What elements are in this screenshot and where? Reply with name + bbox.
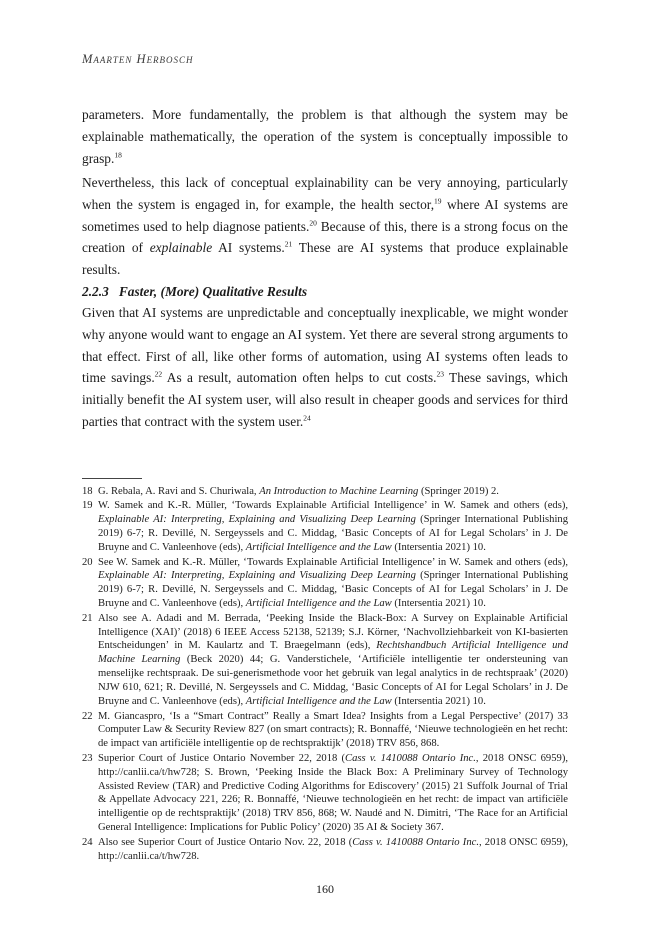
footnote-text-segment: (Beck 2020) 44; G. Vanderstichele, ‘Artificiële intelligentie ter ondersteuning van menselijke rechtspraak. De sui-generismethode voor het gebruik van legal analytics in de rechtspraak’ (2020) NJW 610, 621; R. Devillé, N. Sergeyssels and C. Middag, ‘Basic Concepts of AI for Legal Scholars’ in J. De Bruyne and C. Vanleenhove (eds), (98, 654, 568, 708)
footnote-italic-title: Artificial Intelligence and the Law (245, 598, 392, 610)
footnote-ref-24[interactable]: 24 (303, 413, 311, 423)
footnote-italic-title: Rechtshandbuch Artificial Intelligence und Machine Learning (98, 640, 569, 666)
footnote-text-segment: W. Samek and K.-R. Müller, ‘Towards Explainable Artificial Intelligence’ in W. Samek and others (eds), (98, 500, 568, 512)
footnote-20 (82, 556, 568, 612)
footnote-text-segment: (Springer 2019) 2. (418, 486, 499, 497)
footnote-text (98, 556, 568, 612)
footnote-number: 23 (82, 752, 93, 764)
paragraph-3-text-c: These savings, which initially benefit the AI system user, will also result in cheaper goods and services for third parties that contract with the system user. (82, 370, 568, 429)
footnote-text-segment: (Intersentia 2021) 10. (391, 542, 486, 554)
footnote-text-segment: (Springer International Publishing 2019) 6-7; R. Devillé, N. Sergeyssels and C. Middag, ‘Basic Concepts of AI for Legal Scholars’ in J. De Bruyne and C. Vanleenhove (eds), (98, 570, 568, 610)
footnote-number: 18 (82, 486, 93, 497)
paragraph-2-text-b: where AI systems are sometimes used to help diagnose patients. (82, 196, 568, 234)
footnote-number: 22 (82, 710, 93, 722)
section-number: 2.2.3 (82, 284, 109, 299)
footnote-text-segment: G. Rebala, A. Ravi and S. Churiwala, (98, 486, 260, 497)
running-header: Maarten Herbosch (82, 52, 194, 66)
footnote-text-segment: , 2018 ONSC 6959), http://canlii.ca/t/hw728; S. Brown, ‘Peeking Inside the Black Box: A Preliminary Survey of Technology Assisted Review (TAR) and Predictive Coding Algorithms for Ediscovery’ (2015) 21 Suffolk Journal of Trial & Appellate Advocacy 221, 226; R. Bonnaffé, ‘Nieuwe technologieën en het recht: de impact van artificiële intelligentie op de rechtspraktijk’ (2018) TRV 856, 868; W. Naudé and N. Dimitri, ‘The Race for an Artificial General Intelligence: Implications for Public Policy’ (2020) 35 AI & Society 367. (98, 752, 568, 834)
footnote-23 (82, 752, 568, 835)
footnote-divider (82, 478, 142, 479)
footnote-text-segment: Also see Superior Court of Justice Ontario Nov. 22, 2018 ( (98, 836, 353, 848)
footnote-text-segment: , 2018 ONSC 6959), http://canlii.ca/t/hw728. (98, 836, 568, 862)
footnote-text (98, 710, 568, 752)
footnote-italic-title: Artificial Intelligence and the Law (245, 696, 392, 708)
paragraph-3 (82, 302, 568, 433)
footnote-ref-22[interactable]: 22 (154, 369, 163, 379)
footnote-italic-title: Explainable AI: Interpreting, Explaining and Visualizing Deep Learning (98, 514, 416, 526)
footnote-number: 20 (82, 556, 93, 568)
footnote-text (98, 752, 568, 835)
paragraph-2-text-c: Because of this, there is a strong focus on the creation of (82, 218, 568, 256)
paragraph-1-text: parameters. More fundamentally, the problem is that although the system may be explainable mathematically, the operation of the system is conceptually impossible to grasp. (82, 107, 568, 166)
paragraph-3-text-b: As a result, automation often helps to cut costs. (162, 370, 437, 386)
footnote-ref-23[interactable]: 23 (436, 369, 444, 379)
footnote-text (98, 499, 568, 555)
paragraph-3-text-a: Given that AI systems are unpredictable and conceptually inexplicable, we might wonder why anyone would want to engage an AI system. Yet there are several strong arguments to that effect. First of all, like other forms of automation, using AI systems often leads to time savings. (82, 305, 568, 386)
footnote-18 (82, 485, 568, 499)
footnote-italic-title: Cass v. 1410088 Ontario Inc. (345, 752, 476, 764)
footnote-ref-20[interactable]: 20 (309, 218, 317, 228)
footnote-22 (82, 710, 568, 752)
footnote-text (98, 612, 568, 709)
paragraph-2-emphasis: explainable (149, 240, 213, 256)
paragraph-2 (82, 172, 568, 281)
footnote-text (98, 485, 568, 499)
paragraph-1 (82, 104, 568, 169)
footnote-text-segment: (Springer International Publishing 2019) 6-7; R. Devillé, N. Sergeyssels and C. Middag, ‘Basic Concepts of AI for Legal Scholars’ in J. De Bruyne and C. Vanleenhove (eds), (98, 514, 568, 554)
footnote-24 (82, 836, 568, 864)
footnote-ref-19[interactable]: 19 (434, 196, 442, 206)
footnote-text-segment: See W. Samek and K.-R. Müller, ‘Towards Explainable Artificial Intelligence’ in W. Samek and others (eds), (98, 556, 568, 568)
page-number: 160 (316, 882, 334, 896)
paragraph-2-text-a: Nevertheless, this lack of conceptual explainability can be very annoying, particularly when the system is engaged in, for example, the health sector, (82, 175, 568, 212)
footnote-italic-title: Artificial Intelligence and the Law (245, 542, 392, 554)
paragraph-2-text-e: These are AI systems that produce explainable results. (82, 240, 569, 278)
footnote-italic-title: Cass v. 1410088 Ontario Inc. (352, 836, 479, 848)
footnote-ref-21[interactable]: 21 (284, 239, 293, 249)
footnote-italic-title: Explainable AI: Interpreting, Explaining and Visualizing Deep Learning (98, 570, 416, 582)
paragraph-2-text-d: AI systems. (212, 240, 285, 256)
section-title: Faster, (More) Qualitative Results (118, 284, 308, 299)
footnote-ref-18[interactable]: 18 (114, 150, 122, 160)
footnote-19 (82, 499, 568, 555)
footnote-text-segment: (Intersentia 2021) 10. (391, 696, 486, 708)
footnote-text-segment: Also see A. Adadi and M. Berrada, ‘Peeking Inside the Black-Box: A Survey on Explainable Artificial Intelligence (XAI)’ (2018) 6 IEEE Access 52138, 52139; S.J. Körner, ‘Nachvollziehbarkeit von KI-basierten Entscheidungen’ in M. Kaulartz and T. Braegelmann (eds), (98, 612, 568, 652)
footnotes-list (82, 485, 568, 864)
footnote-text (98, 836, 568, 864)
footnote-text-segment: (Intersentia 2021) 10. (391, 598, 486, 610)
footnote-number: 24 (82, 836, 93, 848)
footnote-21 (82, 612, 568, 709)
footnote-number: 19 (82, 500, 93, 512)
section-heading (82, 284, 307, 300)
footnote-text-segment: M. Giancaspro, ‘Is a “Smart Contract” Really a Smart Idea? Insights from a Legal Perspective’ (2017) 33 Computer Law & Security Review 827 (on smart contracts); R. Bonnaffé, ‘Nieuwe technologieën en het recht: de impact van artificiële intelligentie op de rechtspraktijk’ (2018) TRV 856, 868. (98, 710, 568, 750)
footnote-text-segment: Superior Court of Justice Ontario November 22, 2018 ( (98, 752, 346, 764)
footnote-number: 21 (82, 612, 93, 624)
footnote-italic-title: An Introduction to Machine Learning (259, 486, 419, 497)
